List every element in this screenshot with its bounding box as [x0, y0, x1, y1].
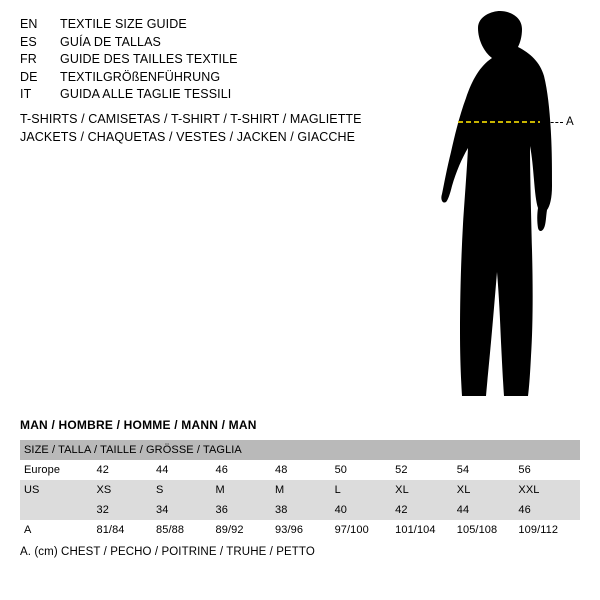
row-label: US: [20, 480, 97, 500]
language-title: TEXTILGRÖßENFÜHRUNG: [60, 69, 221, 84]
language-row: [20, 16, 350, 34]
cell-value: 36: [216, 500, 276, 520]
cell-value: 101/104: [395, 520, 457, 540]
row-label: Europe: [20, 460, 97, 480]
language-code: FR: [20, 52, 37, 66]
marker-label-a: A: [566, 116, 574, 128]
cell-value: 93/96: [275, 520, 335, 540]
cell-value: 46: [216, 460, 276, 480]
language-code: ES: [20, 34, 37, 49]
language-row: [20, 51, 350, 69]
cell-value: 89/92: [216, 520, 276, 540]
language-code: IT: [20, 87, 32, 101]
cell-value: 97/100: [335, 520, 396, 540]
cell-value: 54: [457, 460, 519, 480]
cell-value: S: [156, 480, 216, 500]
cell-value: 42: [395, 500, 457, 520]
cell-value: 40: [335, 500, 396, 520]
table-row-header: [20, 440, 580, 460]
category-block: [20, 110, 420, 146]
category-jackets: JACKETS / CHAQUETAS / VESTES / JACKEN / GIACCHE: [20, 130, 356, 144]
cell-value: 44: [156, 460, 216, 480]
language-code: EN: [20, 17, 38, 31]
footnote-chest-measure: A. (cm) CHEST / PECHO / POITRINE / TRUHE / PETTO: [20, 546, 315, 558]
cell-value: 42: [97, 460, 157, 480]
cell-value: M: [275, 480, 335, 500]
table-row: [20, 500, 580, 520]
silhouette-icon: [400, 10, 600, 410]
cell-value: 81/84: [97, 520, 157, 540]
male-silhouette-figure: [400, 10, 600, 410]
table-row: [20, 460, 580, 480]
language-code: DE: [20, 69, 38, 84]
language-row: [20, 69, 350, 87]
marker-dash-line: [546, 122, 563, 124]
size-table: [20, 440, 580, 540]
cell-value: XS: [97, 480, 157, 500]
cell-value: XL: [395, 480, 457, 500]
row-label: [20, 500, 97, 520]
table-row: [20, 520, 580, 540]
cell-value: 44: [457, 500, 519, 520]
cell-value: 105/108: [457, 520, 519, 540]
cell-value: 34: [156, 500, 216, 520]
language-title: GUIDA ALLE TAGLIE TESSILI: [60, 87, 232, 101]
cell-value: XL: [457, 480, 519, 500]
category-tshirts: T-SHIRTS / CAMISETAS / T-SHIRT / T-SHIRT / MAGLIETTE: [20, 112, 362, 126]
cell-value: 50: [335, 460, 396, 480]
cell-value: 32: [97, 500, 157, 520]
cell-value: 85/88: [156, 520, 216, 540]
cell-value: M: [216, 480, 276, 500]
table-row: [20, 480, 580, 500]
cell-value: 109/112: [518, 520, 580, 540]
cell-value: 46: [518, 500, 580, 520]
language-title: GUIDE DES TAILLES TEXTILE: [60, 52, 238, 66]
cell-value: 48: [275, 460, 335, 480]
cell-value: L: [335, 480, 396, 500]
language-header-block: [20, 16, 350, 104]
cell-value: XXL: [518, 480, 580, 500]
row-label: A: [20, 520, 97, 540]
cell-value: 56: [518, 460, 580, 480]
language-row: [20, 86, 350, 104]
table-title: MAN / HOMBRE / HOMME / MANN / MAN: [20, 418, 257, 432]
cell-value: 38: [275, 500, 335, 520]
cell-value: 52: [395, 460, 457, 480]
language-row: [20, 34, 350, 52]
language-title: TEXTILE SIZE GUIDE: [60, 17, 187, 31]
language-title: GUÍA DE TALLAS: [60, 34, 161, 49]
table-header-label: SIZE / TALLA / TAILLE / GRÖSSE / TAGLIA: [20, 440, 580, 460]
